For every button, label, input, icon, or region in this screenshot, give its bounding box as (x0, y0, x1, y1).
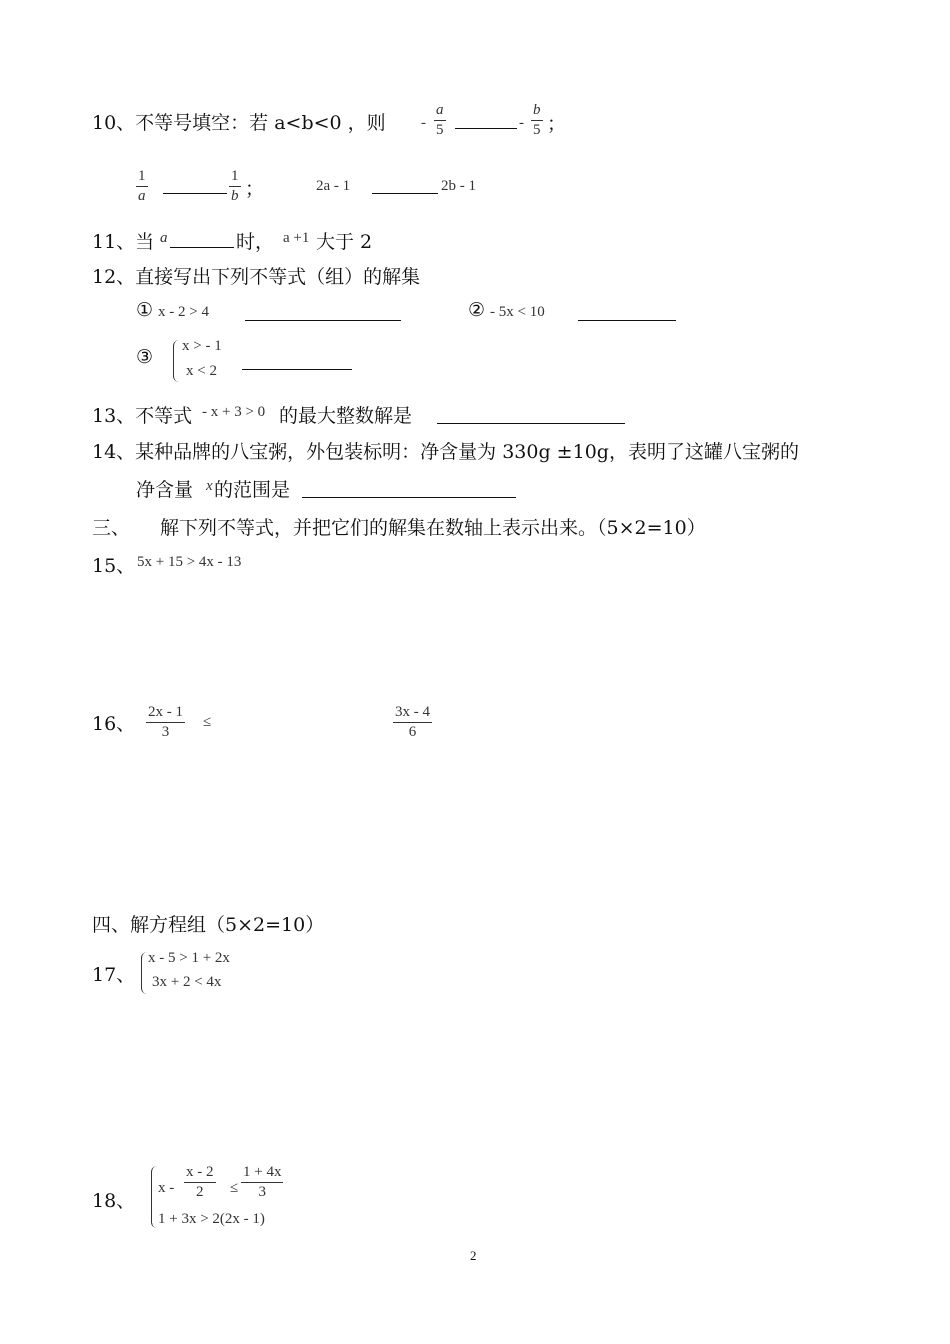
q10-expr-left: 2a - 1 (316, 178, 351, 194)
q18-l1-x: x - (158, 1180, 175, 1196)
q10-blank-1[interactable] (455, 128, 517, 129)
q12-c3-mark: ③ (136, 346, 154, 368)
q10-fraction-a-over-5 (434, 102, 446, 139)
q11-suffix: 大于 2 (316, 231, 373, 253)
q10-f3-num: 1 (138, 168, 146, 184)
q13-expr: - x + 3 > 0 (202, 404, 266, 420)
q10-blank-3[interactable] (372, 193, 438, 194)
q12-c2-blank[interactable] (578, 320, 676, 321)
q14-var: x (206, 478, 213, 494)
q16-left-fraction (146, 704, 185, 741)
q18-label: 18、 (92, 1190, 136, 1212)
section3-text: 解下列不等式，并把它们的解集在数轴上表示出来。（5×2=10） (160, 517, 706, 539)
q14-line2-suffix: 的范围是 (214, 479, 291, 501)
q15-label: 15、 (92, 555, 136, 577)
q13-blank[interactable] (437, 423, 625, 424)
q18-l1-rnum: 1 + 4x (243, 1164, 282, 1180)
q16-leq: ≤ (203, 714, 212, 730)
q16-label: 16、 (92, 713, 136, 735)
q16-left-num: 2x - 1 (148, 704, 183, 720)
q12-c1-expr: x - 2 > 4 (158, 304, 209, 320)
q10-fraction-1-over-b (229, 168, 241, 205)
q10-f4-den: b (231, 188, 239, 204)
q12-c1-mark: ① (136, 299, 154, 321)
q14-blank[interactable] (302, 497, 516, 498)
q17-brace (141, 952, 147, 994)
q10-f1-den: 5 (436, 122, 444, 138)
section4-text: 四、解方程组（5×2=10） (92, 914, 325, 936)
q12-c3-brace (173, 340, 179, 382)
q11-mid: 时， (236, 231, 275, 253)
q10-blank-2[interactable] (163, 193, 227, 194)
q12-c1-blank[interactable] (245, 320, 401, 321)
q18-l1-fraction-left (184, 1164, 216, 1201)
q10-minus-1: - (421, 115, 426, 131)
q10-f4-num: 1 (231, 168, 239, 184)
q16-right-num: 3x - 4 (395, 704, 430, 720)
q10-f1-num: a (436, 102, 444, 118)
q13-suffix: 的最大整数解是 (279, 405, 413, 427)
q10-minus-2: - (519, 115, 524, 131)
q10-expr-right: 2b - 1 (441, 178, 476, 194)
q13-prefix: 13、不等式 (92, 405, 193, 427)
q12-c3-line1: x > - 1 (182, 338, 222, 354)
q11-blank[interactable] (170, 247, 234, 248)
page-number: 2 (470, 1248, 477, 1263)
q12-c3-blank[interactable] (242, 369, 352, 370)
q11-expr: a +1 (283, 230, 310, 246)
q16-right-den: 6 (408, 724, 417, 740)
q10-f2-den: 5 (533, 122, 541, 138)
q15-expr: 5x + 15 > 4x - 13 (137, 554, 242, 570)
q10-fraction-b-over-5 (531, 102, 543, 139)
q18-l1-num: x - 2 (186, 1164, 214, 1180)
section3-label: 三、 (92, 517, 131, 539)
q18-l1-den: 2 (196, 1184, 204, 1200)
q12-c2-expr: - 5x < 10 (490, 304, 545, 320)
q18-brace (151, 1166, 157, 1228)
q11-prefix: 11、当 (92, 231, 155, 253)
q16-left-den: 3 (161, 724, 170, 740)
q14-line1: 14、某种品牌的八宝粥，外包装标明：净含量为 330g ±10g，表明了这罐八宝粥的 (92, 441, 799, 463)
q17-label: 17、 (92, 964, 136, 986)
q17-line1: x - 5 > 1 + 2x (148, 950, 230, 966)
q16-right-fraction (393, 704, 432, 741)
q12-label: 12、直接写出下列不等式（组）的解集 (92, 266, 421, 288)
q10-semicolon-2: ； (245, 178, 265, 200)
q12-c2-mark: ② (468, 299, 486, 321)
q10-semicolon-1: ； (547, 113, 567, 135)
q11-var: a (160, 230, 168, 246)
q18-l1-rden: 3 (258, 1184, 266, 1200)
q14-line2-prefix: 净含量 (136, 479, 194, 501)
q10-fraction-1-over-a (136, 168, 148, 205)
q12-c3-line2: x < 2 (186, 363, 217, 379)
q18-l1-fraction-right (241, 1164, 283, 1201)
q10-label: 10、不等号填空：若 a<b<0 ，则 (92, 112, 386, 134)
q10-f3-den: a (138, 188, 146, 204)
q17-line2: 3x + 2 < 4x (152, 974, 222, 990)
q10-f2-num: b (533, 102, 541, 118)
q18-line2: 1 + 3x > 2(2x - 1) (158, 1211, 265, 1227)
q18-l1-leq: ≤ (230, 1180, 239, 1196)
